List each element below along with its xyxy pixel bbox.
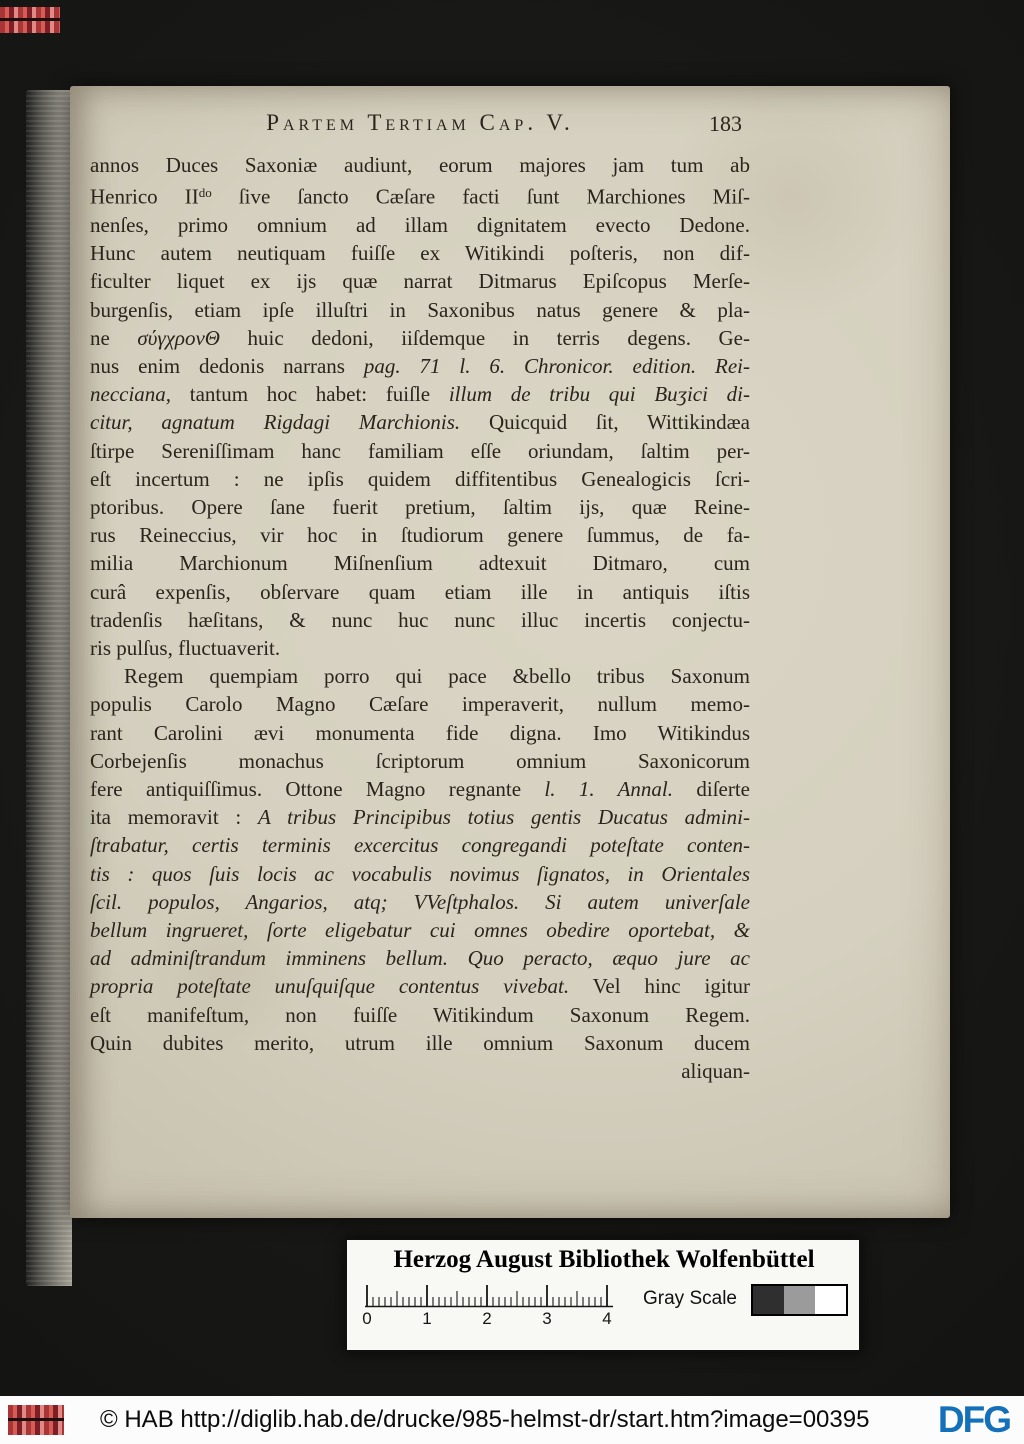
ruler-number: 3 (542, 1309, 552, 1328)
gray-scale-patches (751, 1284, 848, 1316)
gray-patch (815, 1286, 846, 1314)
text-line (90, 719, 750, 747)
text-line (90, 493, 750, 521)
text-segment: fere antiquiſſimus. Ottone Magno regnante (90, 776, 545, 801)
text-segment: propria poteſtate unuſquiſque contentus vivebat. (90, 974, 570, 999)
text-segment: tis : quos ſuis locis ac vocabulis novimus ſignatos, in Orientales (90, 861, 750, 886)
text-segment: tradenſis hæſitans, & nunc huc nunc illuc incertis conjectu- (90, 607, 750, 632)
text-line (90, 1001, 750, 1029)
text-line (90, 521, 750, 549)
text-segment: eſt manifeſtum, non fuiſſe Witikindum Saxonum Regem. (90, 1002, 750, 1027)
text-segment: citur, agnatum Rigdagi Marchionis. (90, 410, 461, 435)
gray-patch (784, 1286, 815, 1314)
text-line (90, 267, 750, 295)
text-line (90, 179, 750, 211)
text-segment: ſive ſancto Cæſare facti ſunt Marchiones Miſ- (211, 184, 750, 209)
text-line (90, 690, 750, 718)
gray-scale-label: Gray Scale (643, 1288, 737, 1309)
calibration-row (361, 1276, 847, 1328)
text-segment: rant Carolini ævi monumenta fide digna. Imo Witikindus (90, 720, 750, 745)
text-line (90, 634, 750, 662)
text-segment: ſtirpe Sereniſſimam hanc familiam eſſe oriundam, ſaltim per- (90, 438, 750, 463)
text-segment: curâ expenſis, obſervare quam etiam ille in antiquis iſtis (90, 579, 750, 604)
text-line (90, 747, 750, 775)
text-segment: huic dedoni, iiſdemque in terris degens. Ge- (219, 325, 750, 350)
text-segment: σύγχρονΘ (137, 325, 220, 350)
text-line (90, 1029, 750, 1057)
library-name: Herzog August Bibliothek Wolfenbüttel (393, 1246, 815, 1273)
text-line (90, 211, 750, 239)
text-line (90, 352, 750, 380)
calibration-card (345, 1238, 861, 1352)
text-segment: ita memoravit : (90, 805, 258, 830)
text-segment: bellum ingrueret, ſorte eligebatur cui omnes obedire oportebat, & (90, 917, 750, 942)
text-segment: nenſes, primo omnium ad illam dignitatem evecto Dedone. (90, 212, 750, 237)
text-line (90, 549, 750, 577)
text-segment: necciana, (90, 382, 172, 407)
page-number: 183 (709, 111, 742, 136)
text-segment: Hunc autem neutiquam fuiſſe ex Witikindi poſteris, non dif- (90, 241, 750, 266)
book-page (70, 86, 950, 1218)
text-segment: Quin dubites merito, utrum ille omnium Saxonum ducem (90, 1030, 750, 1055)
text-segment: ficulter liquet ex ijs quæ narrat Ditmarus Epiſcopus Merſe- (90, 269, 750, 294)
ruler-scale (361, 1276, 629, 1328)
text-line (90, 803, 750, 831)
text-segment: populis Carolo Magno Cæſare imperaverit, nullum memo- (90, 692, 750, 717)
text-segment: do (198, 185, 212, 201)
text-line (90, 465, 750, 493)
text-segment: ne (90, 325, 138, 350)
text-line (90, 1057, 750, 1085)
ruler-number: 4 (602, 1309, 612, 1328)
text-segment: annos Duces Saxoniæ audiunt, eorum majores jam tum ab (90, 153, 750, 177)
footer-bar (0, 1396, 1024, 1444)
text-segment: eſt incertum : ne ipſis quidem diffitentibus Genealogicis ſcri- (90, 466, 750, 491)
text-line (90, 437, 750, 465)
page-header (90, 110, 750, 144)
text-segment: ad adminiſtrandum imminens bellum. Quo peracto, æquo jure ac (90, 946, 750, 971)
ruler-number: 2 (482, 1309, 492, 1328)
text-segment: nus enim dedonis narrans (90, 353, 364, 378)
text-segment: tantum hoc habet: fuiſle (171, 382, 449, 407)
text-line (90, 380, 750, 408)
copyright-url: © HAB http://diglib.hab.de/drucke/985-helmst-dr/start.htm?image=00395 (100, 1406, 870, 1433)
dfg-logo: DFG (937, 1399, 1010, 1440)
text-segment: Henrico II (90, 184, 199, 209)
text-line (90, 606, 750, 634)
text-line (90, 296, 750, 324)
text-segment: Corbejenſis monachus ſcriptorum omnium Saxonicorum (90, 748, 750, 773)
text-segment: ſcil. populos, Angarios, atq; VVeſtphalos. Si autem univerſale (90, 889, 750, 914)
text-segment: illum de tribu qui Buʒici di- (448, 382, 750, 407)
text-segment: rus Reineccius, vir hoc in ſtudiorum genere ſummus, de fa- (90, 523, 750, 548)
text-segment: aliquan- (681, 1059, 750, 1083)
page-text-block (90, 151, 750, 1085)
book-fore-edge (26, 90, 72, 1286)
text-line (90, 972, 750, 1000)
text-line (90, 944, 750, 972)
text-line (90, 860, 750, 888)
text-segment: Regem quempiam porro qui pace &bello tribus Saxonum (124, 664, 750, 689)
text-segment: Quicquid ſit, Wittikindæa (460, 410, 750, 435)
text-segment: A tribus Principibus totius gentis Ducatus admini- (258, 805, 751, 830)
text-line (90, 239, 750, 267)
text-segment: ſtrabatur, certis terminis excercitus congregandi poteſtate conten- (90, 833, 750, 858)
text-line (90, 888, 750, 916)
text-line (90, 831, 750, 859)
ruler-number: 1 (422, 1309, 432, 1328)
text-line (90, 324, 750, 352)
text-line (90, 151, 750, 179)
text-segment: ris pulſus, fluctuaverit. (90, 635, 281, 660)
text-segment: pag. 71 l. 6. Chronicor. edition. Rei- (363, 353, 750, 378)
color-calibration-strip-top (0, 7, 60, 33)
text-segment: ptoribus. Opere ſane fuerit pretium, ſaltim ijs, quæ Reine- (90, 494, 750, 519)
gray-patch (753, 1286, 784, 1314)
text-line (90, 578, 750, 606)
text-line (90, 916, 750, 944)
text-segment: l. 1. Annal. (544, 776, 673, 801)
text-segment: Vel hinc igitur (569, 974, 750, 999)
text-line (90, 775, 750, 803)
color-calibration-strip-footer (8, 1405, 64, 1435)
text-line (90, 408, 750, 436)
text-line (90, 662, 750, 690)
running-title: Partem Tertiam Cap. V. (266, 110, 574, 135)
ruler-number: 0 (362, 1309, 372, 1328)
text-segment: milia Marchionum Miſnenſium adtexuit Ditmaro, cum (90, 551, 750, 576)
text-segment: diſerte (673, 776, 750, 801)
text-segment: burgenſis, etiam ipſe illuſtri in Saxonibus natus genere & pla- (90, 297, 750, 322)
